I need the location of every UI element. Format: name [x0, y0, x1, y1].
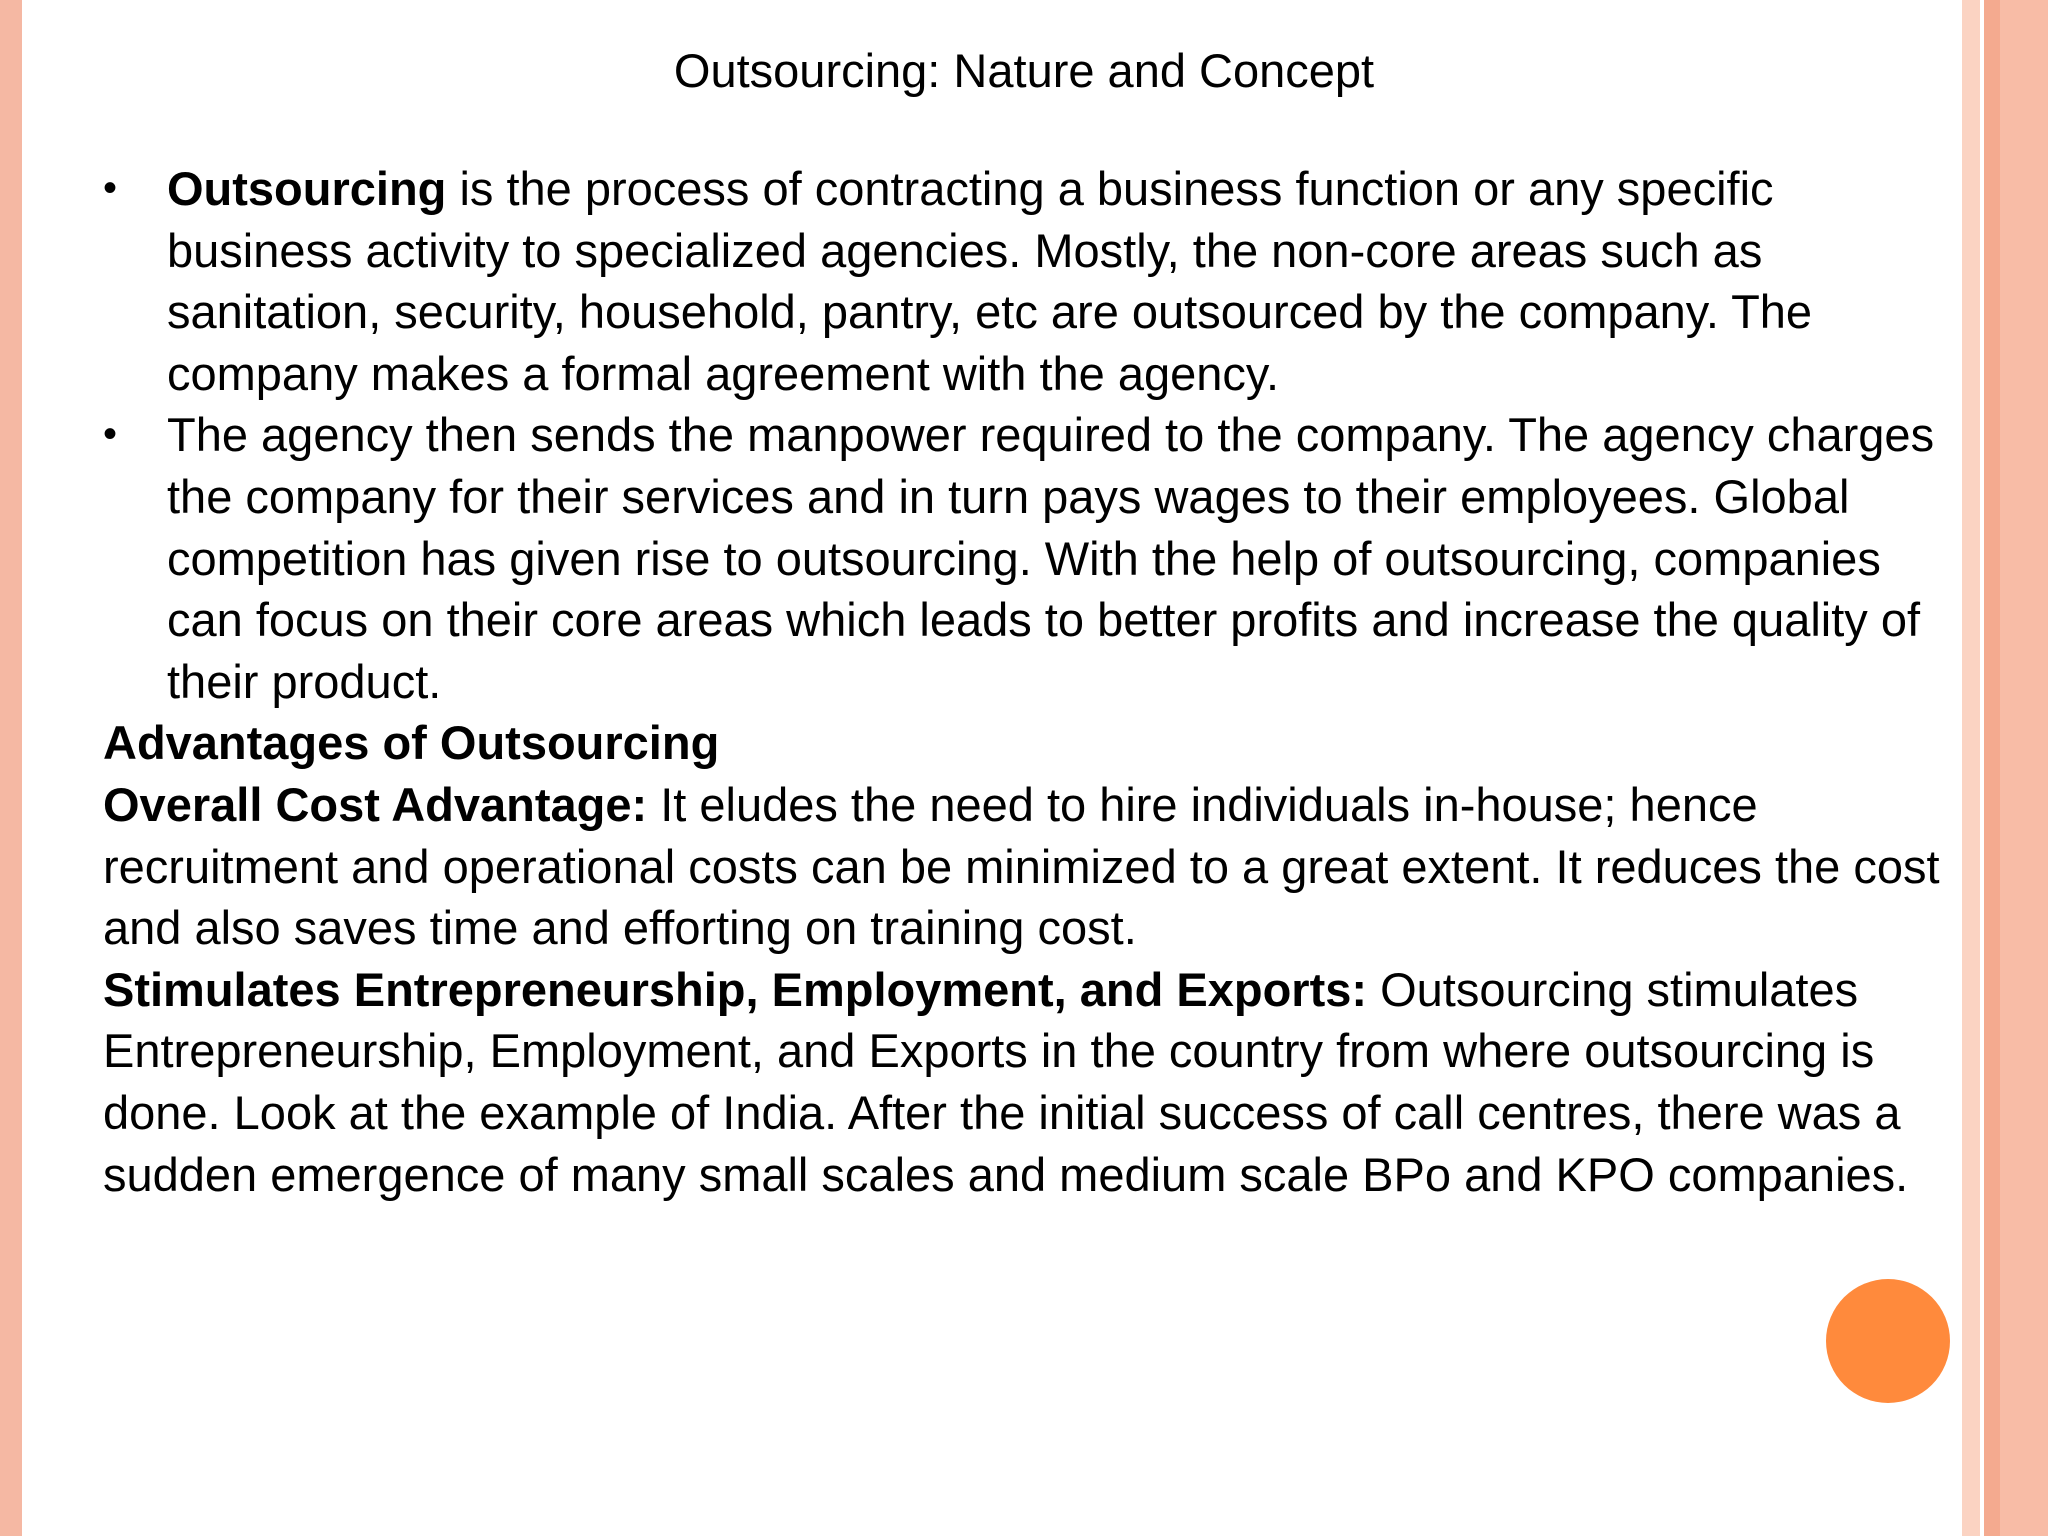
advantage-entrepreneurship-title: Stimulates Entrepreneurship, Employment, and Exports: — [103, 962, 1368, 1016]
slide-body — [103, 158, 1963, 1205]
bullet-bold-term: Outsourcing — [167, 162, 447, 215]
advantage-entrepreneurship — [103, 959, 1963, 1205]
left-border-stripe — [0, 0, 22, 1536]
slide-title: Outsourcing: Nature and Concept — [673, 44, 1375, 97]
advantage-entrepreneurship-text: Outsourcing stimulates Entrepreneurship, Employment, and Exports in the country from where outsourcing is done. Look at the example of India. After the initial success of call centres, there was a sudden emergence of many small scales and medium scale BPo and KPO companies. — [103, 962, 1909, 1201]
bullet-list — [103, 158, 1963, 712]
bullet-text: The agency then sends the manpower required to the company. The agency charges the company for their services and in turn pays wages to their employees. Global competition has given rise to outsourcing. With the help of outsourcing, companies can focus on their core areas which leads to better profits and increase the quality of their product. — [167, 408, 1935, 708]
bullet-item-agency-process — [103, 404, 1963, 712]
right-border-stripe-light — [1962, 0, 1980, 1536]
advantages-heading-text: Advantages of Outsourcing — [103, 716, 720, 770]
advantage-cost-text: It eludes the need to hire individuals in-house; hence recruitment and operational costs can be minimized to a great extent. It reduces the cost and also saves time and efforting on training cost. — [103, 777, 1940, 955]
right-border-stripe-mid — [1984, 0, 2000, 1536]
decorative-circle-icon — [1826, 1279, 1950, 1403]
right-border-stripe-edge — [2000, 0, 2048, 1536]
advantages-heading — [103, 712, 1963, 774]
bullet-icon: • — [103, 412, 118, 457]
advantage-cost-title: Overall Cost Advantage: — [103, 777, 648, 831]
bullet-item-outsourcing-definition — [103, 158, 1963, 404]
bullet-icon: • — [103, 166, 118, 210]
bullet-text: is the process of contracting a business function or any specific business activity to specialized agencies. Mostly, the non-core areas such as sanitation, security, household, pantry, etc are outsourced by the company. The company makes a formal agreement with the agency. — [167, 162, 1813, 400]
advantage-cost — [103, 774, 1963, 959]
